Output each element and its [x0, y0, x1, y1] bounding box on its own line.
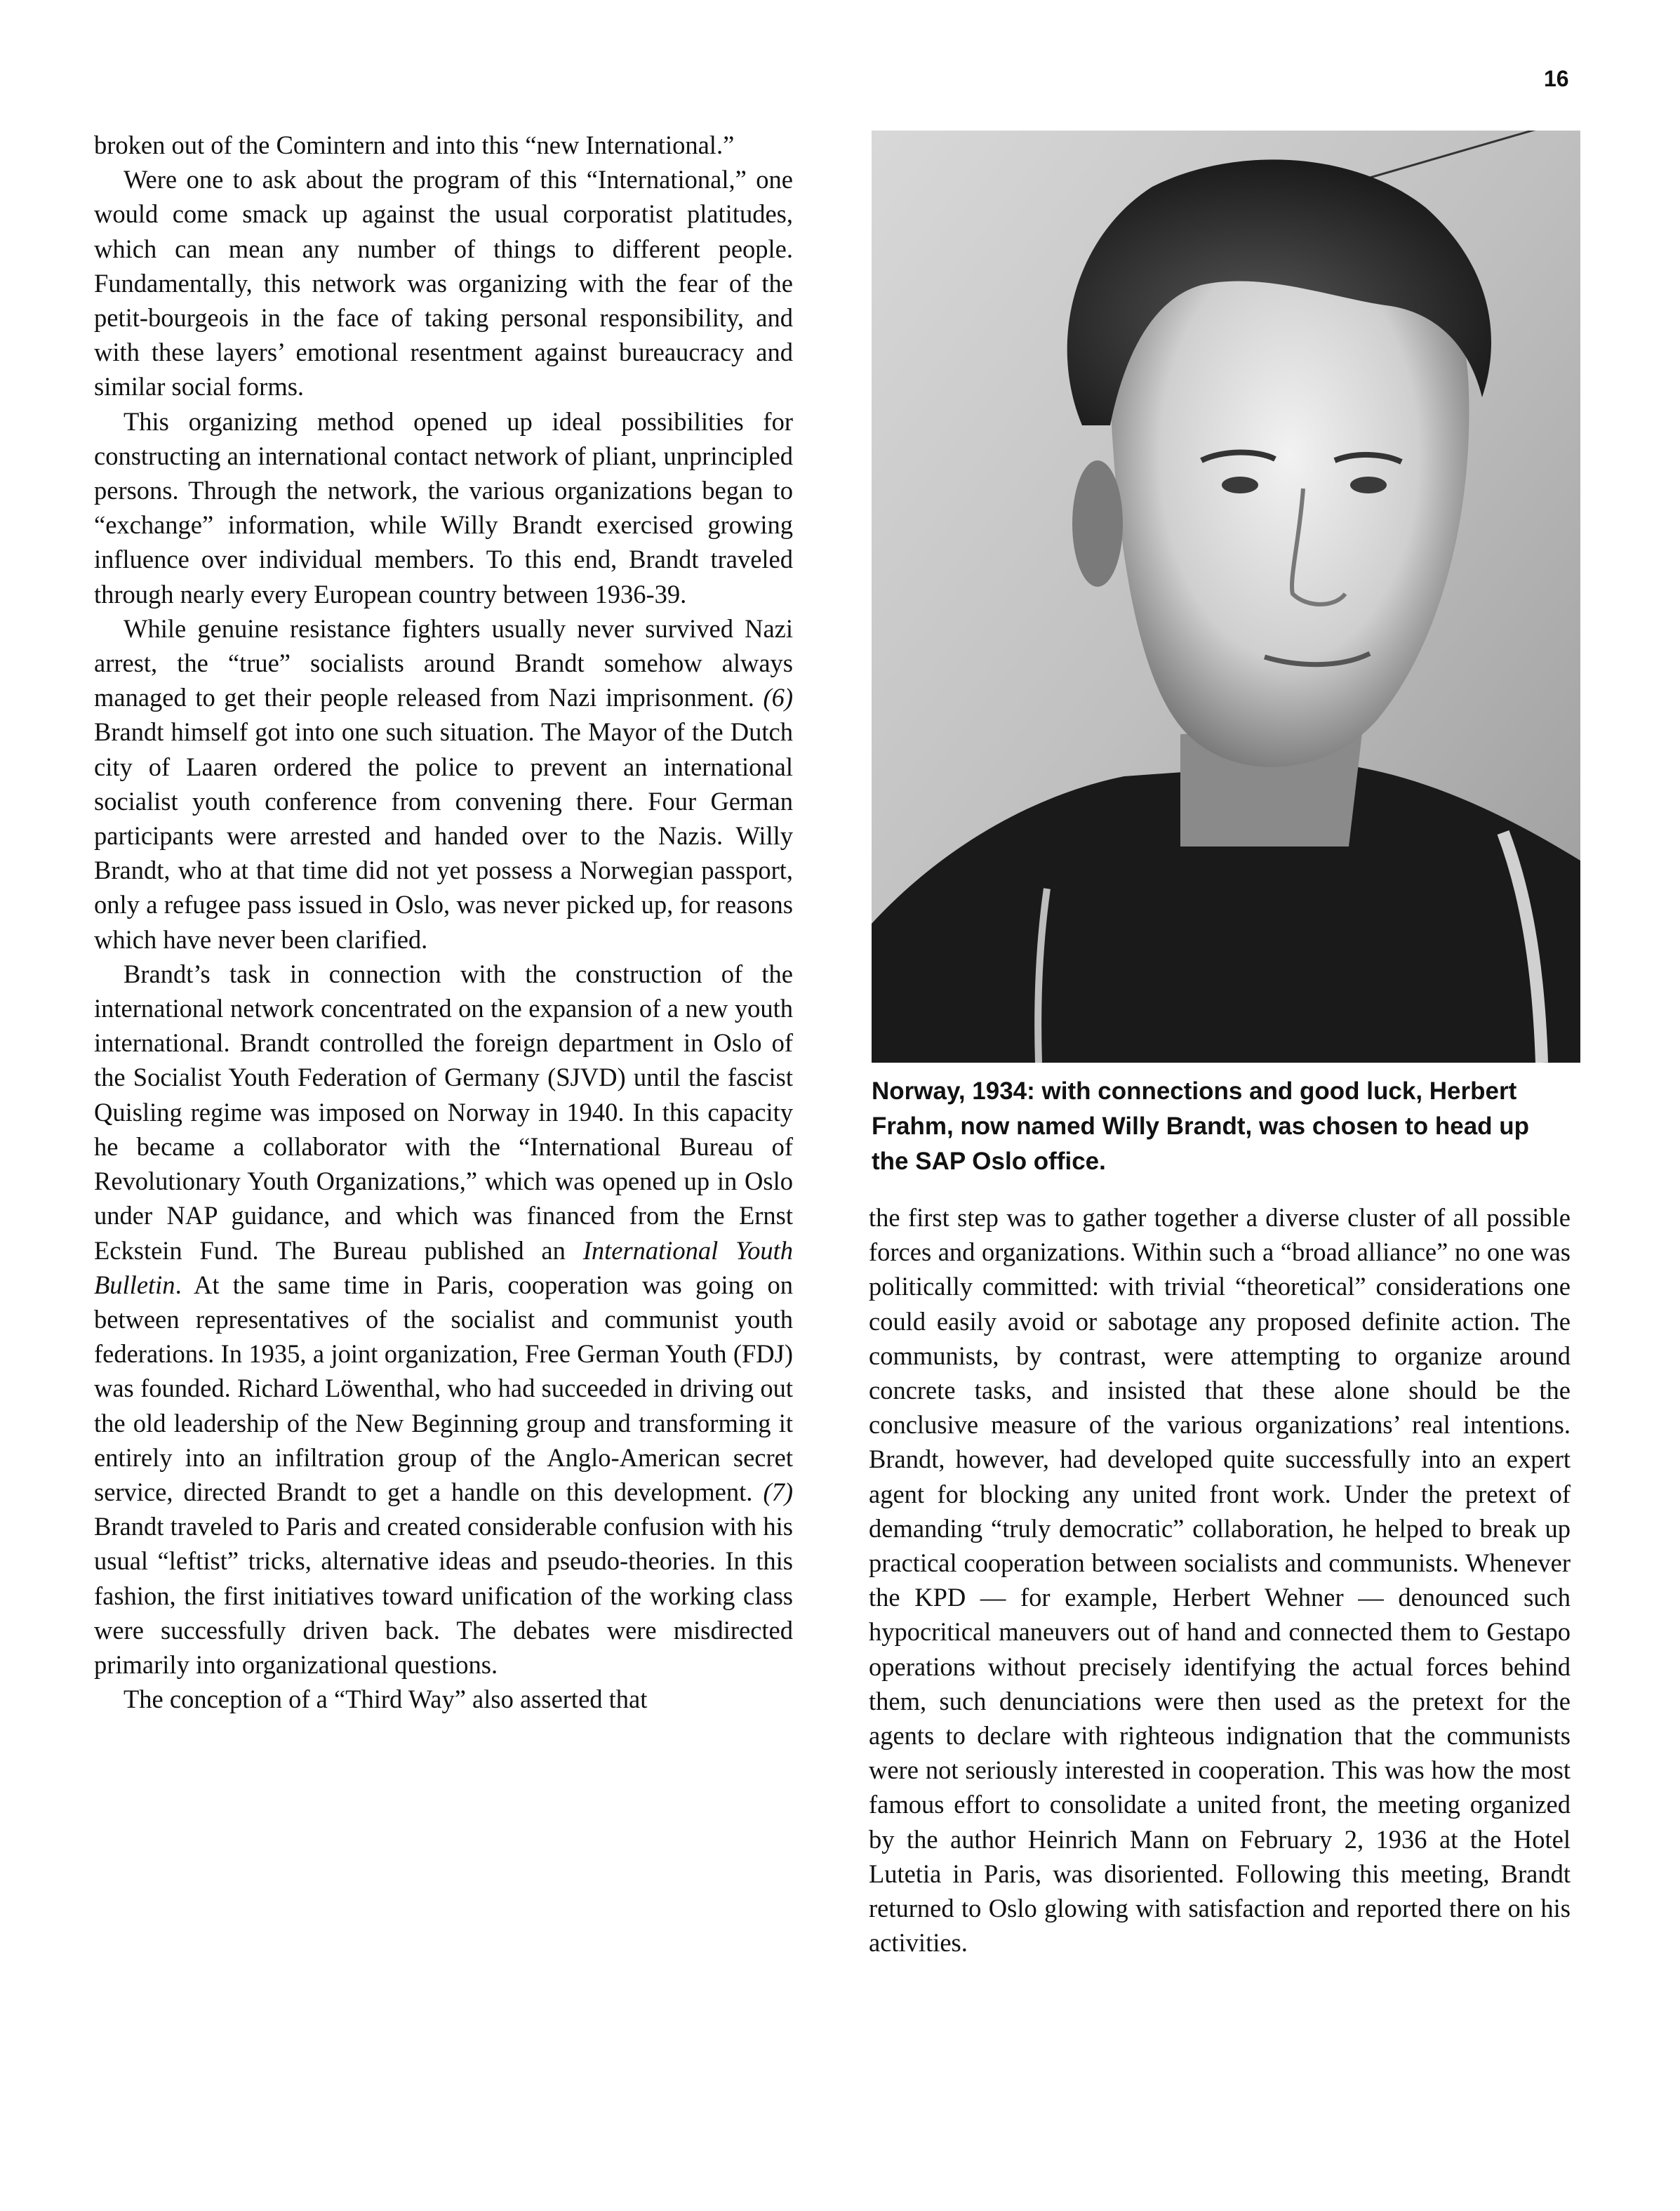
footnote-reference: (6)	[763, 683, 794, 712]
paragraph: This organizing method opened up ideal possibilities for constructing an international contact network of pliant, unprincipled persons. Through the network, the various organizations began to “exchange” information, while Willy Brandt exercised growing influence over individual members. To this end, Brandt traveled through nearly every European country between 1936-39.	[94, 406, 793, 609]
paragraph-text: Brandt’s task in connection with the construction of the international network concentrated on the expansion of a new youth international. Brandt controlled the foreign department in Oslo of the Socialist Youth Federation of Germany (SJVD) until the fascist Quisling regime was imposed on Norway in 1940. In this capacity he became a collaborator with the “International Bureau of Revolutionary Youth Organizations,” which was opened up in Oslo under NAP guidance, and which was financed from the Ernst Eckstein Fund. The Bureau published an	[94, 959, 793, 1265]
paragraph-text: Brandt traveled to Paris and created considerable confusion with his usual “leftist” tricks, alternative ideas and pseudo-theories. In this fashion, the first initiatives toward unification of the working class were successfully driven back. The debates were misdirected primarily into organizational questions.	[94, 1512, 793, 1679]
caption-line: Norway, 1934: with connections and good luck, Herbert	[872, 1077, 1517, 1105]
publication-title: International Youth Bulletin	[94, 1235, 793, 1299]
paragraph-text: . At the same time in Paris, cooperation was going on between representatives of the socialist and communist youth federations. In 1935, a joint organization, Free German Youth (FDJ) was founded. Richard Löwenthal, who had succeeded in driving out the old leadership of the New Beginning group and transforming it entirely into an infiltration group of the Anglo-American secret service, directed Brandt to get a handle on this development.	[94, 1270, 793, 1506]
footnote-reference: (7)	[763, 1477, 794, 1506]
paragraph-text: Brandt himself got into one such situation. The Mayor of the Dutch city of Laaren ordered the police to prevent an international socialist youth conference from convening there. Four German participants were arrested and handed over to the Nazis. Willy Brandt, who at that time did not yet possess a Norwegian passport, only a refugee pass issued in Oslo, was never picked up, for reasons which have never been clarified.	[94, 717, 793, 954]
right-column	[869, 1200, 1571, 1960]
paragraph: the first step was to gather together a diverse cluster of all possible forces and organizations. Within such a “broad alliance” no one was politically committed: with trivial “theoretical” considerations one could easily avoid or sabotage any proposed definite action. The communists, by contrast, were attempting to organize around concrete tasks, and insisted that these alone should be the conclusive measure of the various organizations’ real intentions. Brandt, however, had developed quite successfully into an expert agent for blocking any united front work. Under the pretext of demanding “truly democratic” collaboration, he helped to break up practical cooperation between socialists and communists. Whenever the KPD — for example, Herbert Wehner — denounced such hypocritical maneuvers out of hand and connected them to Gestapo operations without precisely identifying the actual forces behind them, such denunciations were then used as the pretext for the agents to declare with righteous indignation that the communists were not seriously interested in cooperation. This was how the most famous effort to consolidate a united front, the meeting organized by the author Heinrich Mann on February 2, 1936 at the Hotel Lutetia in Paris, was disoriented. Following this meeting, Brandt returned to Oslo glowing with satisfaction and reported there on his activities.	[869, 1203, 1571, 1958]
portrait-photo-icon	[872, 131, 1580, 1063]
caption-line: the SAP Oslo office.	[872, 1148, 1106, 1175]
paragraph	[94, 957, 793, 1682]
page-number: 16	[1544, 66, 1569, 91]
paragraph: The conception of a “Third Way” also asserted that	[124, 1685, 648, 1714]
paragraph	[94, 611, 793, 957]
paragraph: Were one to ask about the program of this “International,” one would come smack up against the usual corporatist platitudes, which can mean any number of things to different people. Fundamentally, this network was organizing with the fear of the petit-bourgeois in the face of taking personal responsibility, and with these layers’ emotional resentment against bureaucracy and similar social forms.	[94, 165, 793, 401]
paragraph: broken out of the Comintern and into this “new International.”	[94, 131, 735, 159]
caption-line: Frahm, now named Willy Brandt, was chosen to head up	[872, 1113, 1530, 1140]
photo-caption	[872, 1074, 1580, 1179]
left-column	[94, 128, 793, 1716]
portrait-photo	[872, 131, 1580, 1063]
paragraph-text: While genuine resistance fighters usually never survived Nazi arrest, the “true” socialists around Brandt somehow always managed to get their people released from Nazi imprisonment.	[94, 613, 793, 712]
